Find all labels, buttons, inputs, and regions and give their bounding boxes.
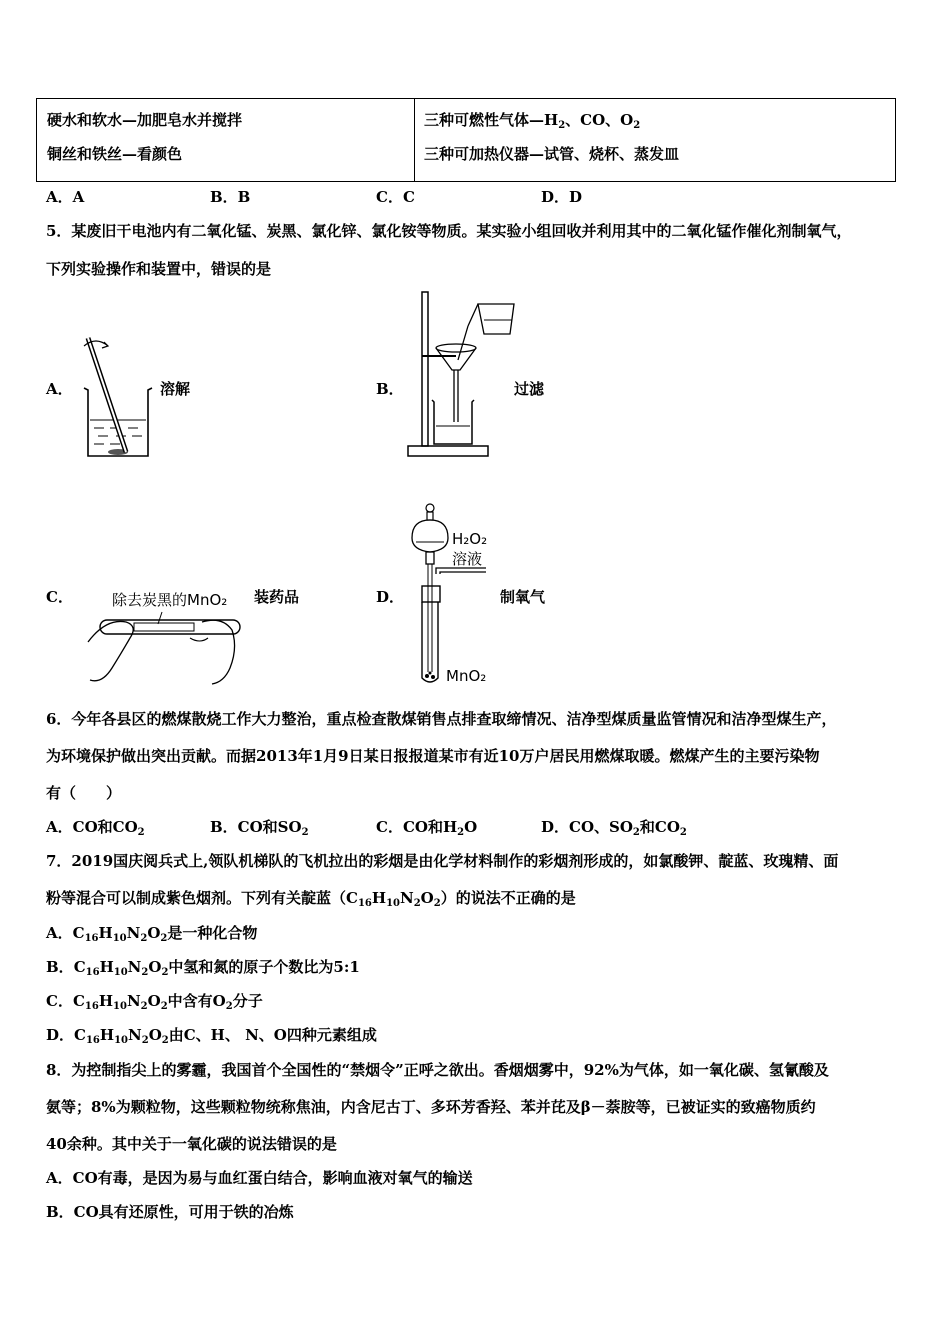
q7-option-c: C．$C_{16}H_{10}N_2O_2$中含有$O_2$分子	[46, 992, 263, 1012]
q6-stem-line-2: 为环境保护做出突出贡献。而据2013年1月9日某日报报道某市有近10万户居民用燃煤取暖。燃煤产生的主要污染物	[46, 747, 820, 765]
q5-stem-line-1: 5．某废旧干电池内有二氧化锰、炭黑、氯化锌、氯化铵等物质。某实验小组回收并利用其中的二氧化锰作催化剂制氧气，	[46, 222, 852, 240]
filtration-apparatus-figure	[406, 290, 526, 460]
q4-option-b: B．B	[210, 188, 251, 206]
q8-stem-line-1: 8．为控制指尖上的雾霾，我国首个全国性的“禁烟令”正呼之欲出。香烟烟雾中，92%为气体，如一氧化碳、氢氰酸及	[46, 1061, 829, 1079]
mno2-label: 除去炭黑的MnO₂	[112, 591, 228, 609]
table-left-row-2: 铜丝和铁丝—看颜色	[47, 145, 183, 163]
q5-option-d-letter: D．	[376, 588, 405, 606]
mno2-bottom-label: MnO₂	[446, 667, 487, 685]
test-tube-loading-figure	[82, 608, 242, 688]
q5-option-a-caption: 溶解	[160, 380, 191, 398]
q7-stem-line-2: 粉等混合可以制成紫色烟剂。下列有关靛蓝$(C_{16}H_{10}N_2O_2)$的说法不正确的是	[46, 889, 576, 909]
q6-option-c: C．CO和$H_2O$	[376, 818, 478, 838]
table-divider	[414, 99, 415, 181]
q4-option-d: D．D	[541, 188, 583, 206]
solution-label: 溶液	[452, 550, 483, 568]
q8-option-b: B．CO具有还原性，可用于铁的冶炼	[46, 1203, 294, 1221]
q8-option-a: A．CO有毒，是因为易与血红蛋白结合，影响血液对氧气的输送	[46, 1169, 473, 1187]
table-right-row-2: 三种可加热仪器—试管、烧杯、蒸发皿	[424, 145, 680, 163]
q6-option-d: D．CO、$SO_2$和$CO_2$	[541, 818, 687, 838]
q5-option-c-letter: C．	[46, 588, 73, 606]
beaker-stirring-figure	[80, 332, 160, 460]
q7-option-b: B．$C_{16}H_{10}N_2O_2$中氢和氮的原子个数比为5:1	[46, 958, 360, 978]
oxygen-generation-figure	[404, 502, 456, 688]
q7-option-d: D．$C_{16}H_{10}N_2O_2$由C、H、 N、O四种元素组成	[46, 1026, 377, 1046]
q5-stem-line-2: 下列实验操作和装置中，错误的是	[46, 260, 272, 278]
q7-stem-line-1: 7．2019国庆阅兵式上,领队机梯队的飞机拉出的彩烟是由化学材料制作的彩烟剂形成的，如氯酸钾、靛蓝、玫瑰精、面	[46, 852, 839, 870]
q4-table	[36, 98, 896, 182]
q5-option-b-letter: B．	[376, 380, 404, 398]
q6-stem-line-1: 6．今年各县区的燃煤散烧工作大力整治，重点检查散煤销售点排查取缔情况、洁净型煤质量监管情况和洁净型煤生产，	[46, 710, 837, 728]
q6-option-b: B．CO和$SO_2$	[210, 818, 309, 838]
q8-stem-line-2: 氨等；8%为颗粒物，这些颗粒物统称焦油，内含尼古丁、多环芳香羟、苯并芘及β－萘胺等，已被证实的致癌物质约	[46, 1098, 816, 1116]
q5-option-a-letter: A．	[46, 380, 73, 398]
q6-option-a: A．CO和$CO_2$	[46, 818, 145, 838]
h2o2-label: H₂O₂	[452, 530, 488, 548]
q5-option-b-caption: 过滤	[514, 380, 545, 398]
q8-stem-line-3: 40余种。其中关于一氧化碳的说法错误的是	[46, 1135, 337, 1153]
q6-stem-line-3: 有（ ）	[46, 784, 122, 802]
table-right-row-1: 三种可燃性气体$—H_2$、CO、$O_2$	[424, 111, 641, 131]
q5-option-c-caption: 装药品	[254, 588, 300, 606]
q5-option-d-caption: 制氧气	[500, 588, 546, 606]
q7-option-a: A．$C_{16}H_{10}N_2O_2$是一种化合物	[46, 924, 258, 944]
table-left-row-1: 硬水和软水—加肥皂水并搅拌	[47, 111, 243, 129]
q4-option-a: A．A	[46, 188, 85, 206]
q4-option-c: C．C	[376, 188, 415, 206]
